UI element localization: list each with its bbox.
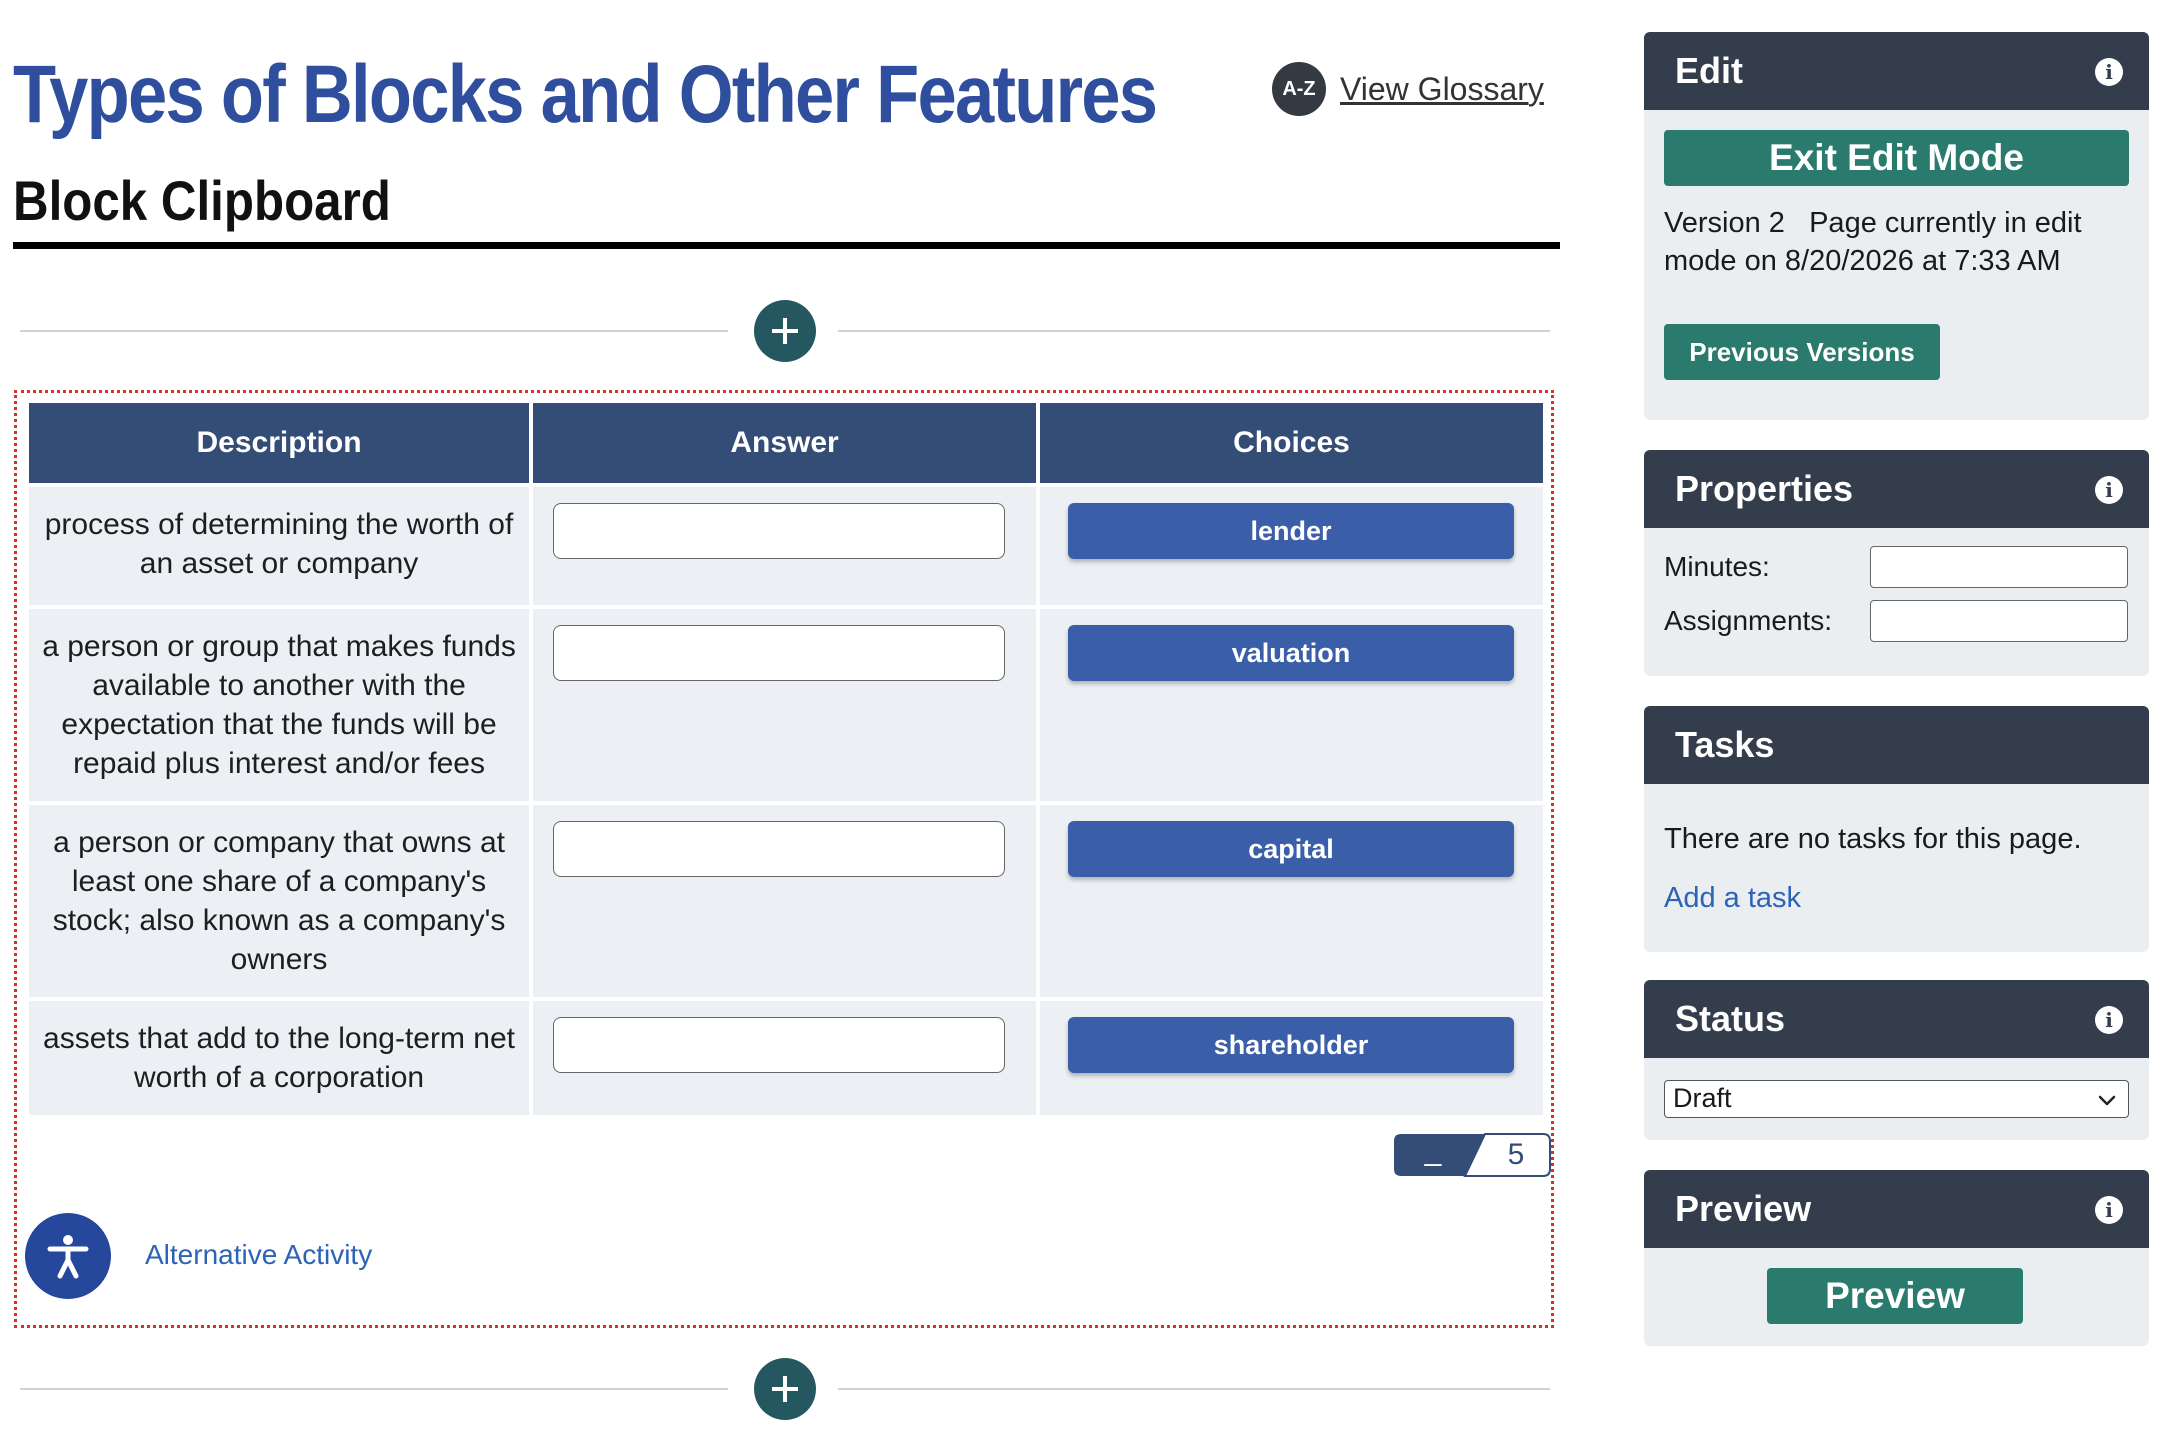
- choice-button[interactable]: capital: [1068, 821, 1514, 877]
- tasks-panel-header: [1644, 706, 2149, 784]
- choice-cell: [1040, 805, 1543, 997]
- answer-drop-field[interactable]: [553, 625, 1005, 681]
- plus-icon: [767, 313, 803, 349]
- choice-cell: [1040, 487, 1543, 605]
- tasks-panel: [1644, 706, 2149, 952]
- description-cell: process of determining the worth of an asset or company: [29, 487, 529, 605]
- choice-button[interactable]: lender: [1068, 503, 1514, 559]
- choice-cell: [1040, 1001, 1543, 1115]
- properties-panel-title: Properties: [1675, 468, 1854, 509]
- answer-cell: [533, 609, 1036, 801]
- minutes-label: Minutes:: [1664, 551, 1770, 582]
- table-row: [29, 609, 1543, 801]
- status-panel-title: Status: [1675, 998, 1786, 1039]
- score-total: 5: [1507, 1138, 1525, 1171]
- divider-line: [838, 1388, 1550, 1390]
- edit-status-text: Page currently in edit mode on 8/20/2026 at 7:33 AM: [1664, 207, 2082, 277]
- page-title: Types of Blocks and Other Features: [13, 49, 1157, 140]
- edit-panel-title: Edit: [1675, 50, 1743, 91]
- answer-cell: [533, 487, 1036, 605]
- table-row: [29, 487, 1543, 605]
- matching-table: [25, 399, 1547, 1119]
- block-heading: Block Clipboard: [13, 169, 391, 232]
- add-block-row-bottom: [20, 1358, 1550, 1420]
- add-block-button[interactable]: [754, 300, 816, 362]
- answer-cell: [533, 1001, 1036, 1115]
- assignments-field[interactable]: [1870, 600, 2128, 642]
- divider-line: [20, 1388, 728, 1390]
- accessibility-figure-icon: [40, 1228, 96, 1284]
- choice-button[interactable]: valuation: [1068, 625, 1514, 681]
- previous-versions-button[interactable]: Previous Versions: [1664, 324, 1940, 380]
- preview-panel-title: Preview: [1675, 1188, 1812, 1229]
- minutes-row: [1664, 546, 2128, 588]
- version-info: [1664, 204, 2134, 280]
- minutes-field[interactable]: [1870, 546, 2128, 588]
- preview-panel: [1644, 1170, 2149, 1346]
- add-block-button[interactable]: [754, 1358, 816, 1420]
- table-header-row: [29, 403, 1543, 483]
- add-task-link[interactable]: Add a task: [1664, 882, 1802, 914]
- properties-panel: [1644, 450, 2149, 676]
- status-selected-value: Draft: [1673, 1083, 1732, 1113]
- accessibility-icon[interactable]: [25, 1213, 111, 1299]
- preview-panel-header: [1644, 1170, 2149, 1248]
- view-glossary-link[interactable]: View Glossary: [1340, 70, 1544, 107]
- table-row: [29, 805, 1543, 997]
- column-header-description: Description: [29, 403, 529, 483]
- answer-drop-field[interactable]: [553, 1017, 1005, 1073]
- add-block-row-top: [20, 300, 1550, 362]
- exit-edit-mode-button[interactable]: Exit Edit Mode: [1664, 130, 2129, 186]
- status-panel: [1644, 980, 2149, 1140]
- answer-drop-field[interactable]: [553, 503, 1005, 559]
- edit-panel-header: [1644, 32, 2149, 110]
- heading-divider: [13, 242, 1560, 249]
- alternative-activity-link[interactable]: Alternative Activity: [145, 1239, 373, 1270]
- plus-icon: [767, 1371, 803, 1407]
- assignments-row: [1664, 600, 2128, 642]
- divider-line: [20, 330, 728, 332]
- properties-panel-header: [1644, 450, 2149, 528]
- answer-cell: [533, 805, 1036, 997]
- answer-drop-field[interactable]: [553, 821, 1005, 877]
- tasks-panel-title: Tasks: [1675, 724, 1775, 765]
- score-earned: _: [1424, 1134, 1442, 1167]
- score-badge: [1393, 1133, 1551, 1177]
- description-cell: a person or company that owns at least one share of a company's stock; also known as a company's owners: [29, 805, 529, 997]
- info-icon[interactable]: i: [2095, 1196, 2123, 1224]
- glossary-link-group[interactable]: [1272, 62, 1544, 116]
- status-panel-header: [1644, 980, 2149, 1058]
- matching-activity-block[interactable]: [14, 390, 1554, 1328]
- table-row: [29, 1001, 1543, 1115]
- info-icon[interactable]: i: [2095, 58, 2123, 86]
- choice-cell: [1040, 609, 1543, 801]
- column-header-answer: Answer: [533, 403, 1036, 483]
- divider-line: [838, 330, 1550, 332]
- no-tasks-text: There are no tasks for this page.: [1664, 823, 2082, 855]
- preview-button[interactable]: Preview: [1767, 1268, 2023, 1324]
- description-cell: assets that add to the long-term net worth of a corporation: [29, 1001, 529, 1115]
- chevron-down-icon: [2096, 1089, 2118, 1111]
- description-cell: a person or group that makes funds available to another with the expectation that the funds will be repaid plus interest and/or fees: [29, 609, 529, 801]
- info-icon[interactable]: i: [2095, 1006, 2123, 1034]
- glossary-az-icon[interactable]: A-Z: [1272, 62, 1326, 116]
- edit-panel: [1644, 32, 2149, 420]
- status-select[interactable]: [1664, 1080, 2129, 1118]
- choice-button[interactable]: shareholder: [1068, 1017, 1514, 1073]
- column-header-choices: Choices: [1040, 403, 1543, 483]
- info-icon[interactable]: i: [2095, 476, 2123, 504]
- assignments-label: Assignments:: [1664, 605, 1833, 636]
- version-label: Version 2: [1664, 207, 1785, 239]
